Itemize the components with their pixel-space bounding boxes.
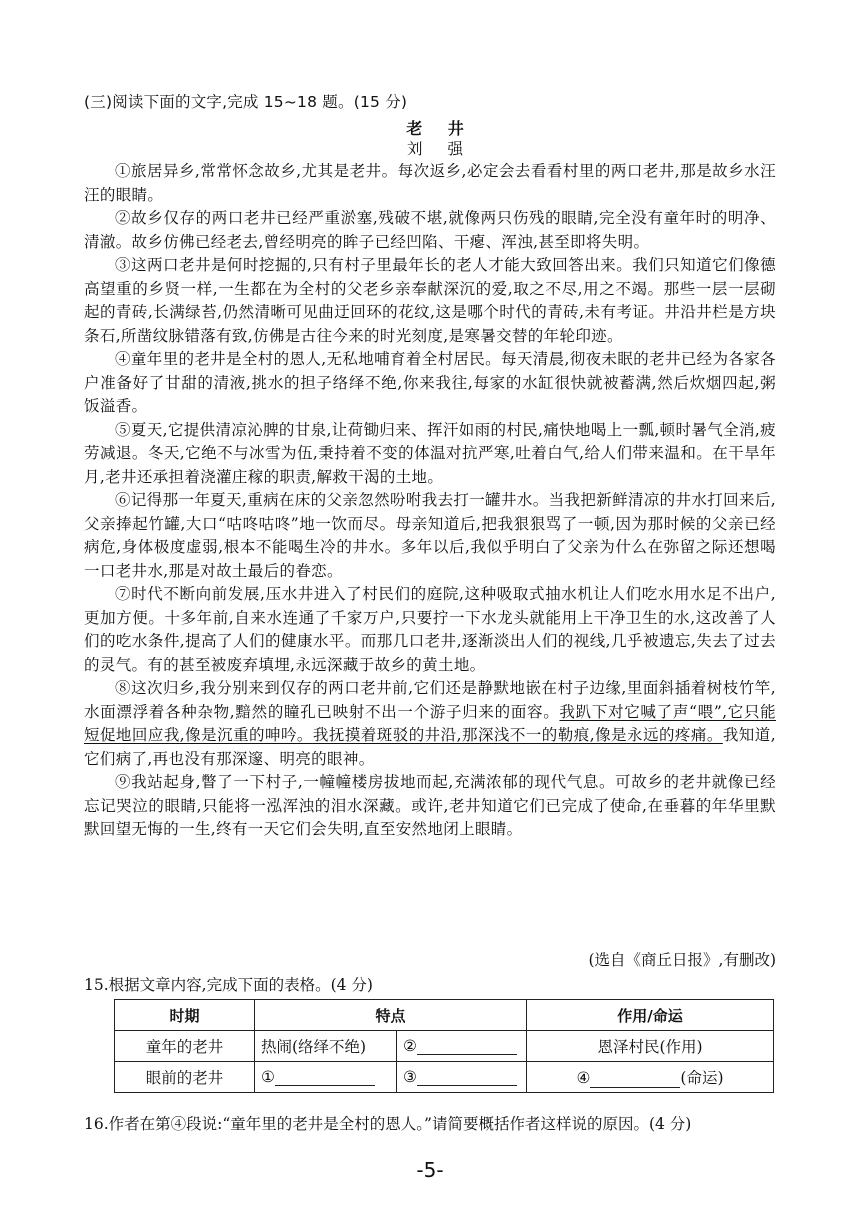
answer-blank-1[interactable]	[275, 1069, 375, 1086]
paragraph-9: ⑨我站起身,瞥了一下村子,一幢幢楼房拔地而起,充满浓郁的现代气息。可故乡的老井就像已经忘记哭泣的眼睛,只能将一泓浑浊的泪水深藏。或许,老井知道它们已完成了使命,在垂暮的年华里默默回望无悔的一生,终有一天它们会失明,直至安然地闭上眼睛。	[84, 773, 776, 838]
cell-blank-2[interactable]: ②	[397, 1031, 527, 1062]
answer-blank-2[interactable]	[417, 1038, 517, 1055]
article-author: 刘 强	[407, 140, 473, 158]
paragraph-5: ⑤夏天,它提供清凉沁脾的甘泉,让荷锄归来、挥汗如雨的村民,痛快地喝上一瓢,顿时暑气全消,疲劳减退。冬天,它绝不与冰雪为伍,秉持着不变的体温对抗严寒,吐着白气,给人们带来温和。在干旱年月,老井还承担着浇灌庄稼的职责,解救干渴的土地。	[84, 420, 776, 486]
answer-blank-4[interactable]	[590, 1071, 680, 1088]
table-row	[115, 1031, 774, 1062]
page-number: -5-	[416, 1158, 444, 1182]
paragraph-2: ②故乡仅存的两口老井已经严重淤塞,残破不堪,就像两只伤残的眼睛,完全没有童年时的明净、清澈。故乡仿佛已经老去,曾经明亮的眸子已经凹陷、干瘪、浑浊,甚至即将失明。	[84, 209, 776, 251]
cell-blank-3[interactable]: ③	[397, 1062, 527, 1093]
paragraph-1: ①旅居异乡,常常怀念故乡,尤其是老井。每次返乡,必定会去看看村里的两口老井,那是故乡水汪汪的眼睛。	[84, 162, 776, 204]
cell-feature-lively: 热闹(络绎不绝)	[255, 1031, 397, 1062]
underlined-sentence-1: 我趴下对它喊了声“喂”,它只能短促地回应我,像是沉重的呻吟。	[84, 702, 776, 744]
cell-period-childhood: 童年的老井	[115, 1031, 255, 1062]
paragraph-7: ⑦时代不断向前发展,压水井进入了村民们的庭院,这种吸取式抽水机让人们吃水用水足不出户,更加方便。十多年前,自来水连通了千家万户,只要拧一下水龙头就能用上干净卫生的水,这改善了人们的吃水条件,提高了人们的健康水平。而那几口老井,逐渐淡出人们的视线,几乎被遗忘,失去了过去的灵气。有的甚至被废弃填埋,永远深藏于故乡的黄土地。	[84, 585, 776, 674]
section-heading: (三)阅读下面的文字,完成 15~18 题。(15 分)	[84, 93, 408, 111]
header-role: 作用/命运	[527, 1000, 774, 1031]
cell-period-present: 眼前的老井	[115, 1062, 255, 1093]
answer-table	[114, 999, 774, 1093]
cell-role-childhood: 恩泽村民(作用)	[527, 1031, 774, 1062]
cell-blank-1[interactable]: ①	[255, 1062, 397, 1093]
header-feature: 特点	[255, 1000, 527, 1031]
paragraph-8	[84, 677, 776, 771]
paragraph-6: ⑥记得那一年夏天,重病在床的父亲忽然吩咐我去打一罐井水。当我把新鲜清凉的井水打回来后,父亲捧起竹罐,大口“咕咚咕咚”地一饮而尽。母亲知道后,把我狠狠骂了一顿,因为那时候的父亲已经病危,身体极度虚弱,根本不能喝生冷的井水。多年以后,我似乎明白了父亲为什么在弥留之际还想喝一口老井水,那是对故土最后的眷恋。	[84, 491, 776, 580]
header-period: 时期	[115, 1000, 255, 1031]
paragraph-8-end: 我知道,它们病了,再也没有那深邃、明亮的眼神。	[84, 726, 777, 768]
article-title: 老 井	[406, 119, 474, 138]
paragraph-4: ④童年里的老井是全村的恩人,无私地哺育着全村居民。每天清晨,彻夜未眠的老井已经为各家各户准备好了甘甜的清液,挑水的担子络绎不绝,你来我往,每家的水缸很快就被蓄满,然后炊烟四起,粥饭溢香。	[84, 350, 776, 415]
article-source: (选自《商丘日报》,有删改)	[588, 951, 776, 969]
paragraph-8-start: ⑧这次归乡,我分别来到仅存的两口老井前,它们还是静默地嵌在村子边缘,里面斜插着树枝竹竿,水面漂浮着各种杂物,黯然的瞳孔已映射不出一个游子归来的面容。	[84, 679, 776, 721]
underlined-sentence-2: 我抚摸着斑驳的井沿,那深浅不一的勒痕,像是永远的疼痛。	[312, 726, 723, 744]
question-15: 15.根据文章内容,完成下面的表格。(4 分)	[84, 976, 373, 994]
question-16: 16.作者在第④段说:“童年里的老井是全村的恩人。”请简要概括作者这样说的原因。(4 分)	[84, 1115, 692, 1133]
answer-blank-3[interactable]	[417, 1069, 517, 1086]
article-body	[84, 160, 776, 842]
table-header-row	[115, 1000, 774, 1031]
table-row	[115, 1062, 774, 1093]
paragraph-3: ③这两口老井是何时挖掘的,只有村子里最年长的老人才能大致回答出来。我们只知道它们像德高望重的乡贤一样,一生都在为全村的父老乡亲奉献深沉的爱,取之不尽,用之不竭。那些一层一层砌起的青砖,长满绿苔,仍然清晰可见曲迂回环的花纹,这是哪个时代的青砖,未有考证。井沿井栏是方块条石,所凿纹脉错落有致,仿佛是古往今来的时光刻度,是寒暑交替的年轮印迹。	[84, 256, 776, 345]
cell-blank-4[interactable]: ④ (命运)	[527, 1062, 774, 1093]
